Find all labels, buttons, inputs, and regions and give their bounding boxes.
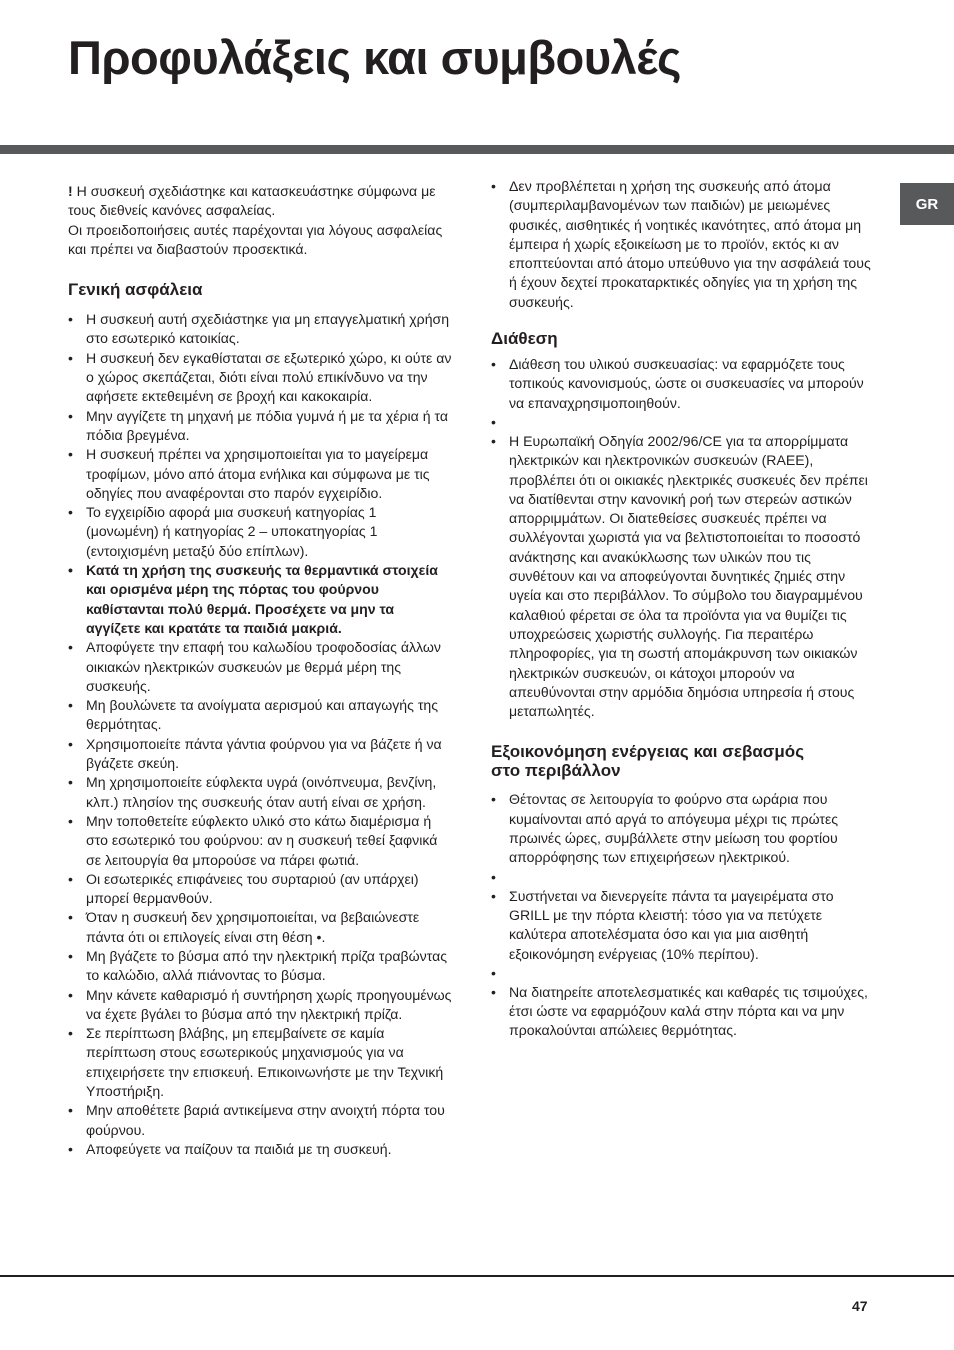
general-safety-heading: Γενική ασφάλεια xyxy=(68,280,203,300)
page-number: 47 xyxy=(852,1298,868,1314)
list-item: • Η Ευρωπαϊκή Οδηγία 2002/96/CE για τα απορρίμματα ηλεκτρικών και ηλεκτρονικών συσκευών (RAEE), προβλέπει ότι οι οικιακές ηλεκτρικές συσκευές δεν πρέπει να διατίθενται στην κανονική ροή των στερεών αστικών απορριμμάτων. Οι διατεθείσες συσκευές πρέπει να συλλέγονται χωριστά για να βελτιστοποιείται το ποσοστό ανάκτησης και ανακύκλωσης των υλικών που τις συνθέτουν και να αποφεύγονται δυνητικές ζημιές στην υγεία και στο περιβάλλον. Το σύμβολο του διαγραμμένου καλαθιού φέρεται σε όλα τα προϊόντα για να θυμίζει τις υποχρεώσεις χωριστής συλλογής. Για περαιτέρω πληροφορίες, για τη σωστή απομάκρυνση των οικιακών ηλεκτρικών συσκευών, οι κάτοχοι μπορούν να απευθύνονται στην αρμόδια δημόσια υπηρεσία ή στους μεταπωλητές. xyxy=(491,432,876,721)
disposal-heading: Διάθεση xyxy=(491,329,558,349)
right-column xyxy=(491,177,876,1041)
left-column xyxy=(68,182,452,1159)
warning-mark: ! xyxy=(68,183,73,199)
list-item: • Η συσκευή αυτή σχεδιάστηκε για μη επαγγελματική χρήση στο εσωτερικό κατοικίας. xyxy=(68,310,452,349)
header-rule xyxy=(0,145,954,154)
list-item: • Χρησιμοποιείτε πάντα γάντια φούρνου για να βάζετε ή να βγάζετε σκεύη. xyxy=(68,735,452,774)
list-item: • Θέτοντας σε λειτουργία το φούρνο στα ωράρια που κυμαίνονται από αργά το απόγευμα μέχρι τις πρώτες πρωινές ώρες, συμβάλλετε στην μείωση του φορτίου απορρόφησης των επιχειρήσεων ηλεκτρικού. xyxy=(491,790,876,867)
list-spacer xyxy=(491,868,876,887)
list-item: • Συστήνεται να διενεργείτε πάντα τα μαγειρέματα στο GRILL με την πόρτα κλειστή: τόσο για να πετύχετε καλύτερα αποτελέσματα όσο και για μια αισθητή εξοικονόμηση ενέργειας (10% περίπου). xyxy=(491,887,876,964)
intro-paragraph xyxy=(68,182,452,259)
list-item: • Δεν προβλέπεται η χρήση της συσκευής από άτομα (συμπεριλαμβανομένων των παιδιών) με μειωμένες φυσικές, αισθητικές ή νοητικές ικανότητες, από άτομα μη έμπειρα ή χωρίς εξοικείωση με το προϊόν, εκτός κι αν εποπτεύονται από άτομο υπεύθυνο για την ασφάλειά τους ή έχουν δεχτεί προκαταρκτικές οδηγίες για τη χρήση της συσκευής. xyxy=(491,177,876,312)
list-item: • Αποφεύγετε να παίζουν τα παιδιά με τη συσκευή. xyxy=(68,1140,452,1159)
list-item: • Το εγχειρίδιο αφορά μια συσκευή κατηγορίας 1 (μονωμένη) ή κατηγορίας 2 – υποκατηγορίας 1 (εντοιχισμένη μεταξύ δύο επίπλων). xyxy=(68,503,452,561)
list-item: • Αποφύγετε την επαφή του καλωδίου τροφοδοσίας άλλων οικιακών ηλεκτρικών συσκευών με θερμά μέρη της συσκευής. xyxy=(68,638,452,696)
energy-list xyxy=(491,790,876,1040)
energy-heading-line-2: στο περιβάλλον xyxy=(491,761,621,781)
list-item: • Να διατηρείτε αποτελεσματικές και καθαρές τις τσιμούχες, έτσι ώστε να εφαρμόζουν καλά στην πόρτα και να μην προκαλούνται απώλειες θερμότητας. xyxy=(491,983,876,1041)
list-item: • Διάθεση του υλικού συσκευασίας: να εφαρμόζετε τους τοπικούς κανονισμούς, ώστε οι συσκευασίες να μπορούν να επαναχρησιμοποιηθούν. xyxy=(491,355,876,413)
list-spacer xyxy=(491,413,876,432)
list-item: • Μην τοποθετείτε εύφλεκτο υλικό στο κάτω διαμέρισμα ή στο εσωτερικό του φούρνου: αν η συσκευή τεθεί ξαφνικά σε λειτουργία θα μπορούσε να πάρει φωτιά. xyxy=(68,812,452,870)
list-item: • Μην αγγίζετε τη μηχανή με πόδια γυμνά ή με τα χέρια ή τα πόδια βρεγμένα. xyxy=(68,407,452,446)
list-item: • Η συσκευή δεν εγκαθίσταται σε εξωτερικό χώρο, κι ούτε αν ο χώρος σκεπάζεται, διότι είναι πολύ επικίνδυνο να την αφήσετε εκτεθειμένη σε βροχή και κακοκαιρία. xyxy=(68,349,452,407)
list-item: • Μην αποθέτετε βαριά αντικείμενα στην ανοιχτή πόρτα του φούρνου. xyxy=(68,1101,452,1140)
energy-heading-line-1: Εξοικονόμηση ενέργειας και σεβασμός xyxy=(491,742,805,762)
language-tab: GR xyxy=(900,183,954,225)
list-item: • Όταν η συσκευή δεν χρησιμοποιείται, να βεβαιώνεστε πάντα ότι οι επιλογείς είναι στη θέση •. xyxy=(68,908,452,947)
list-item-warning: • Κατά τη χρήση της συσκευής τα θερμαντικά στοιχεία και ορισμένα μέρη της πόρτας του φούρνου καθίστανται πολύ θερμά. Προσέχετε να μην τα αγγίζετε και κρατάτε τα παιδιά μακριά. xyxy=(68,561,452,638)
list-spacer xyxy=(491,964,876,983)
footer-rule xyxy=(0,1275,954,1277)
page-title: Προφυλάξεις και συμβουλές xyxy=(68,31,681,84)
list-item: • Σε περίπτωση βλάβης, μη επεμβαίνετε σε καμία περίπτωση στους εσωτερικούς μηχανισμούς για να επιχειρήσετε την επισκευή. Επικοινωνήστε με την Τεχνική Υποστήριξη. xyxy=(68,1024,452,1101)
list-item: • Μην κάνετε καθαρισμό ή συντήρηση χωρίς προηγουμένως να έχετε βγάλει το βύσμα από την ηλεκτρική πρίζα. xyxy=(68,986,452,1025)
intro-line-2: Οι προειδοποιήσεις αυτές παρέχονται για λόγους ασφαλείας και πρέπει να διαβαστούν προσεκτικά. xyxy=(68,221,443,257)
supervision-list xyxy=(491,177,876,312)
general-safety-list xyxy=(68,310,452,1159)
list-item: • Η συσκευή πρέπει να χρησιμοποιείται για το μαγείρεμα τροφίμων, μόνο από άτομα ενήλικα και σύμφωνα με τις οδηγίες που αναφέρονται στο παρόν εγχειρίδιο. xyxy=(68,445,452,503)
disposal-list xyxy=(491,355,876,721)
energy-heading xyxy=(491,742,876,780)
list-item: • Οι εσωτερικές επιφάνειες του συρταριού (αν υπάρχει) μπορεί θερμανθούν. xyxy=(68,870,452,909)
list-item: • Μη χρησιμοποιείτε εύφλεκτα υγρά (οινόπνευμα, βενζίνη, κλπ.) πλησίον της συσκευής όταν αυτή είναι σε χρήση. xyxy=(68,773,452,812)
list-item: • Μη βουλώνετε τα ανοίγματα αερισμού και απαγωγής της θερμότητας. xyxy=(68,696,452,735)
intro-line-1: Η συσκευή σχεδιάστηκε και κατασκευάστηκε σύμφωνα με τους διεθνείς κανόνες ασφαλείας. xyxy=(68,183,436,219)
list-item: • Μη βγάζετε το βύσμα από την ηλεκτρική πρίζα τραβώντας το καλώδιο, αλλά πιάνοντας το βύσμα. xyxy=(68,947,452,986)
